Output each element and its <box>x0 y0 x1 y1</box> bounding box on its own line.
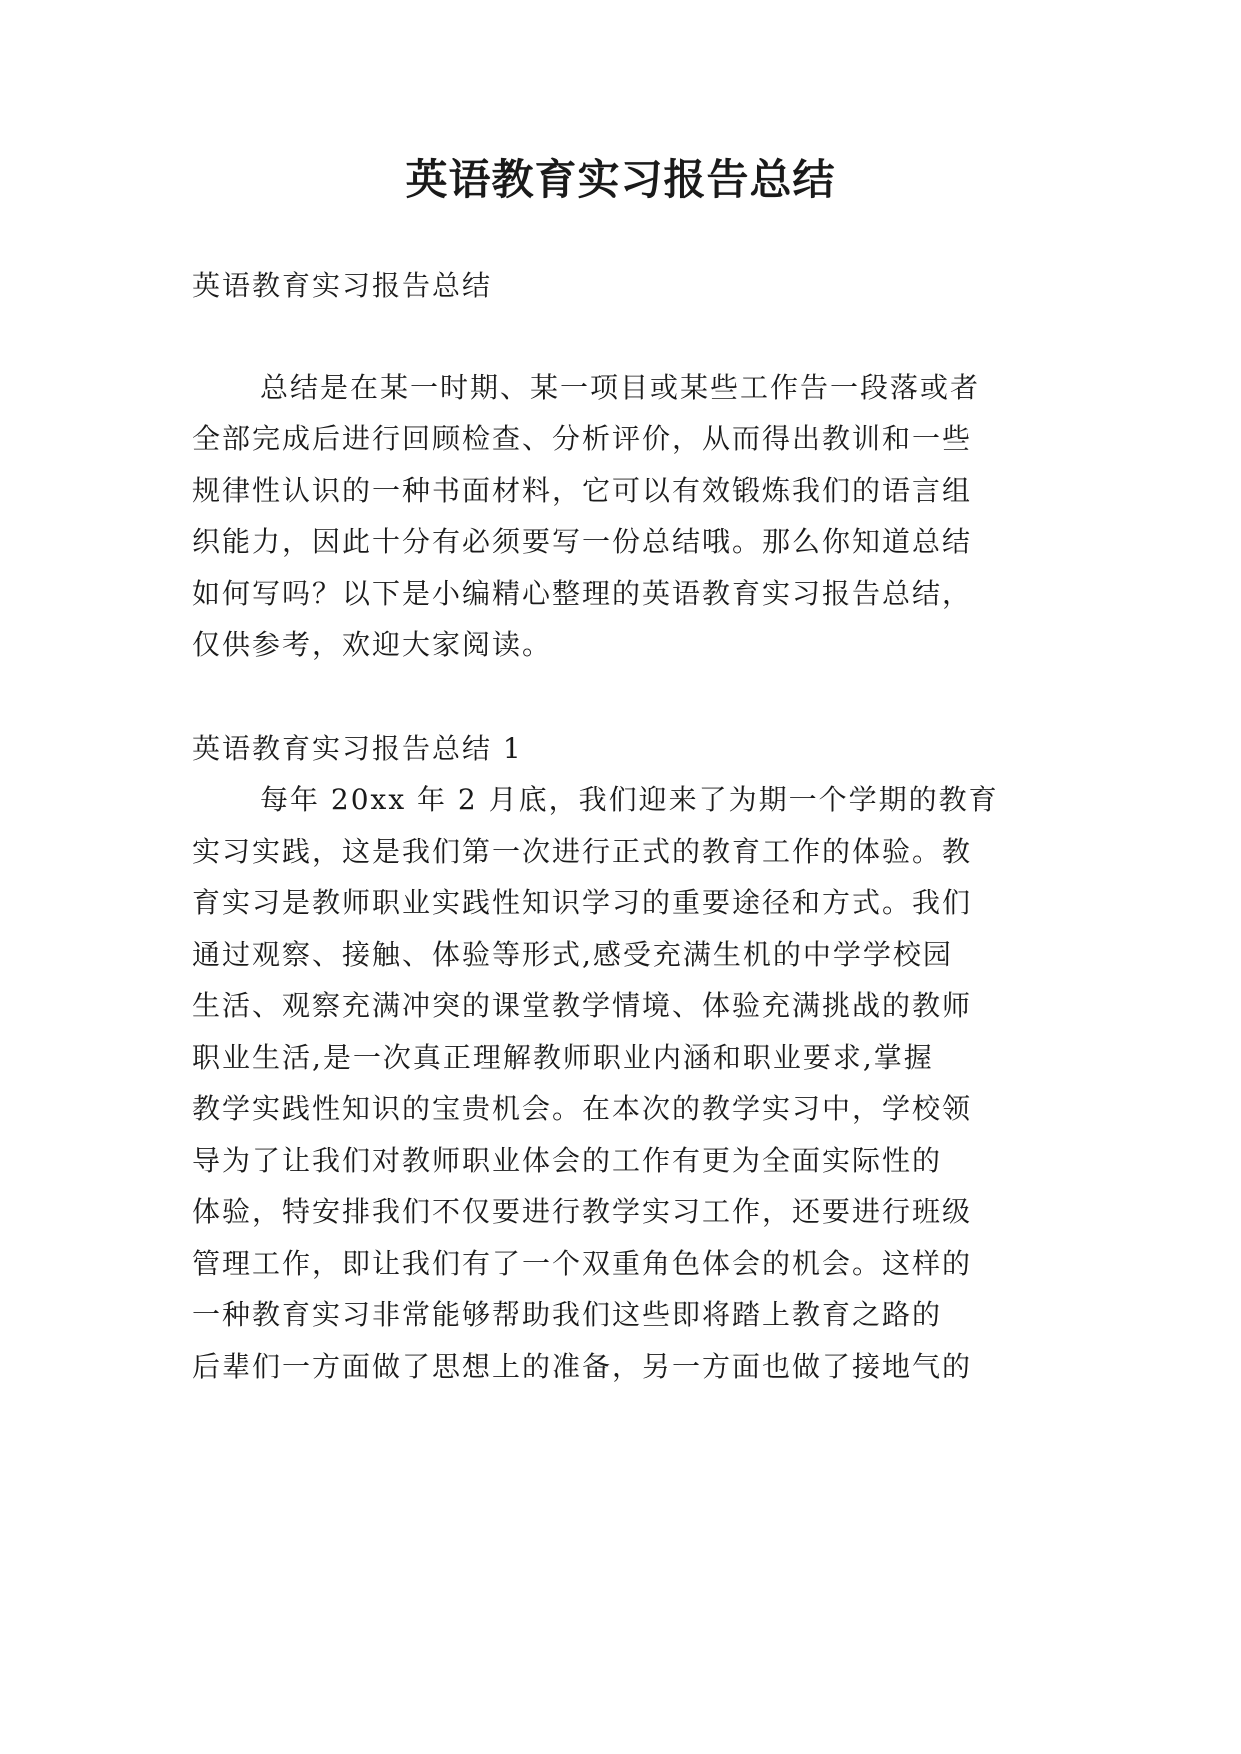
intro-line: 规律性认识的一种书面材料，它可以有效锻炼我们的语言组 <box>192 474 973 507</box>
body-line: 管理工作，即让我们有了一个双重角色体会的机会。这样的 <box>192 1247 973 1280</box>
body-line: 通过观察、接触、体验等形式,感受充满生机的中学学校园 <box>192 938 953 971</box>
body-line: 体验，特安排我们不仅要进行教学实习工作，还要进行班级 <box>192 1195 973 1228</box>
body-line: 一种教育实习非常能够帮助我们这些即将踏上教育之路的 <box>192 1298 943 1331</box>
body-line: 每年 20xx 年 2 月底，我们迎来了为期一个学期的教育 <box>260 783 999 816</box>
body-line: 职业生活,是一次真正理解教师职业内涵和职业要求,掌握 <box>192 1041 934 1074</box>
body-line: 实习实践，这是我们第一次进行正式的教育工作的体验。教 <box>192 835 973 868</box>
intro-line: 全部完成后进行回顾检查、分析评价，从而得出教训和一些 <box>192 422 973 455</box>
intro-line: 仅供参考，欢迎大家阅读。 <box>192 628 553 661</box>
intro-line: 总结是在某一时期、某一项目或某些工作告一段落或者 <box>260 371 981 404</box>
document-title: 英语教育实习报告总结 <box>405 155 836 204</box>
body-line: 教学实践性知识的宝贵机会。在本次的教学实习中，学校领 <box>192 1092 973 1125</box>
body-line: 导为了让我们对教师职业体会的工作有更为全面实际性的 <box>192 1144 943 1177</box>
section-heading: 英语教育实习报告总结 1 <box>192 732 523 765</box>
body-line: 育实习是教师职业实践性知识学习的重要途径和方式。我们 <box>192 886 973 919</box>
intro-line: 如何写吗？以下是小编精心整理的英语教育实习报告总结， <box>192 577 973 610</box>
body-line: 生活、观察充满冲突的课堂教学情境、体验充满挑战的教师 <box>192 989 973 1022</box>
document-subtitle: 英语教育实习报告总结 <box>192 269 493 302</box>
intro-line: 织能力，因此十分有必须要写一份总结哦。那么你知道总结 <box>192 525 973 558</box>
body-line: 后辈们一方面做了思想上的准备，另一方面也做了接地气的 <box>192 1350 973 1383</box>
